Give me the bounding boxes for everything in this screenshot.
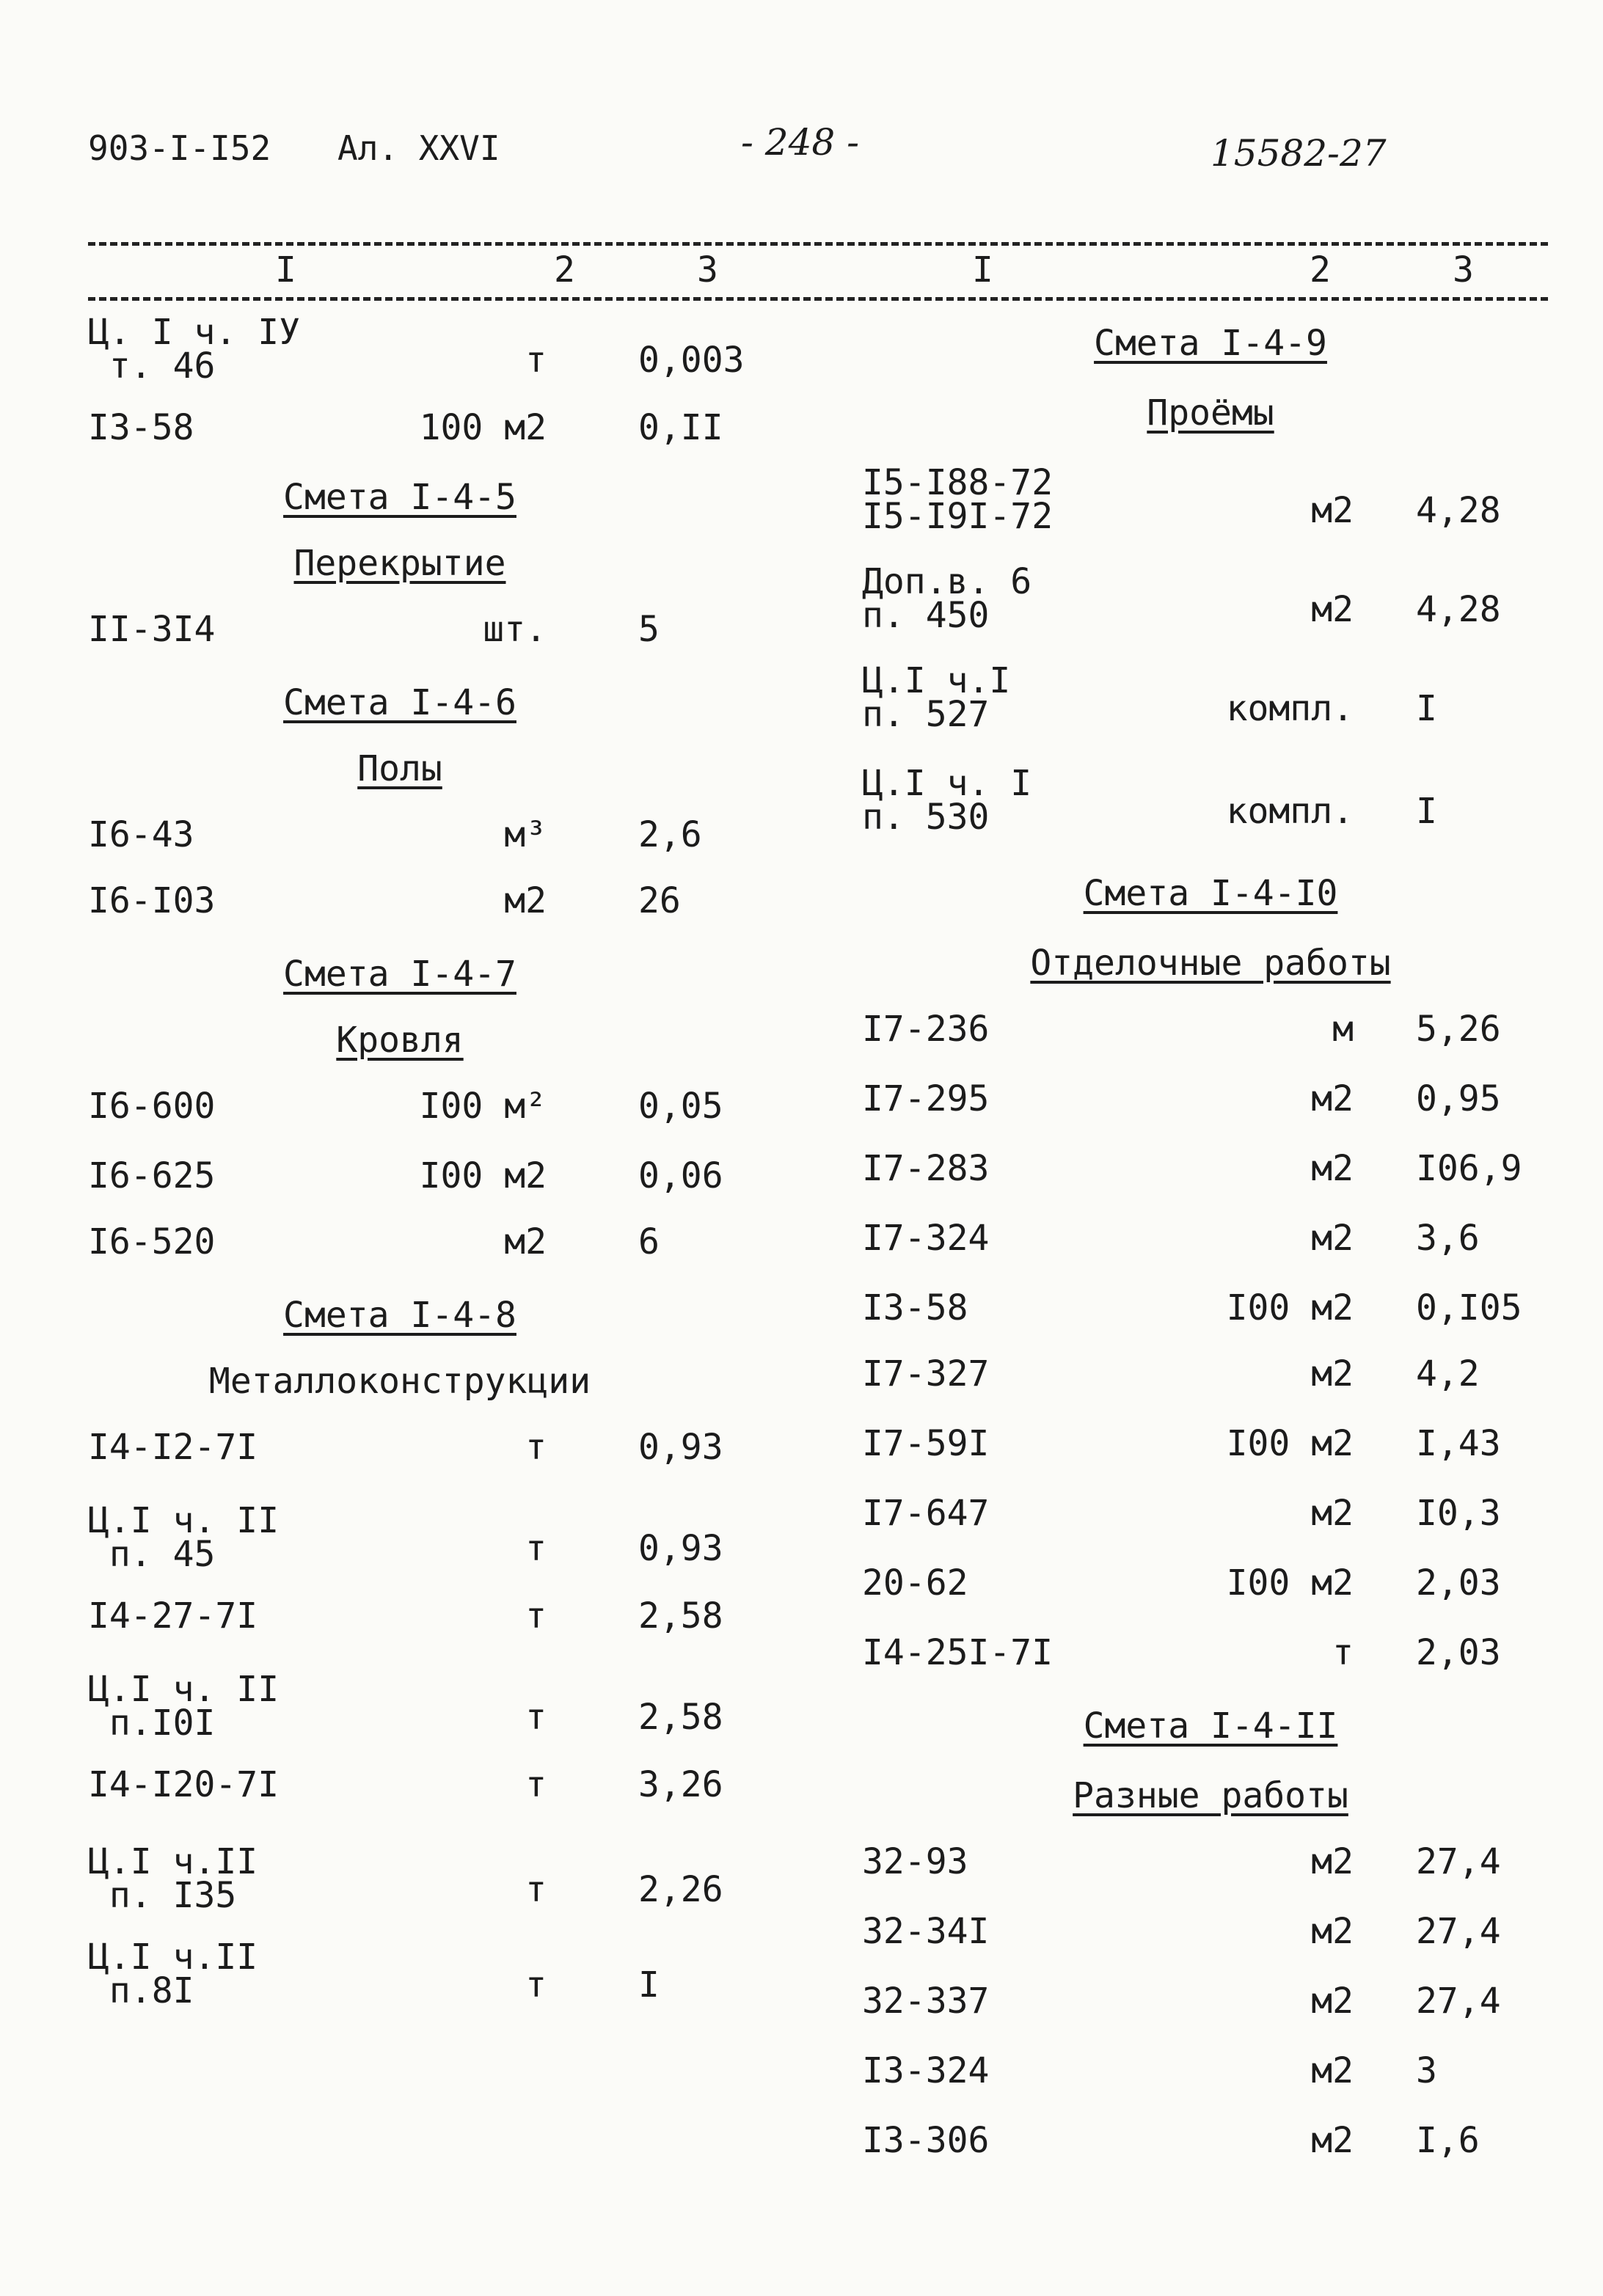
left-section-heading: Смета I-4-5 (283, 477, 516, 518)
unit: I00 м2 (1226, 1423, 1354, 1464)
left-section-heading: Металлоконструкции (208, 1361, 591, 1402)
unit: I00 м2 (1226, 1287, 1354, 1328)
quantity: 0,06 (638, 1155, 723, 1196)
unit: I00 м² (419, 1086, 547, 1127)
quantity: 2,26 (638, 1869, 723, 1910)
quantity: I (1416, 688, 1437, 729)
col-header-left-1: I (275, 249, 296, 290)
unit: т (525, 1964, 547, 2006)
sheet-code: 15582-27 (1211, 132, 1387, 175)
quantity: 3 (1416, 2050, 1437, 2091)
item-code: I4-25I-7I (862, 1632, 1054, 1673)
item-code: II-3I4 (88, 609, 216, 650)
quantity: 0,003 (638, 340, 745, 381)
unit: I00 м2 (1226, 1562, 1354, 1604)
item-code: I3-324 (862, 2050, 990, 2091)
unit: м³ (504, 814, 547, 855)
item-code: 32-337 (862, 1981, 990, 2022)
col-header-left-2: 2 (554, 249, 575, 290)
item-code: I7-59I (862, 1423, 990, 1464)
left-section-heading: Смета I-4-6 (283, 682, 516, 723)
unit: т (525, 1427, 547, 1468)
page-number: - 248 - (741, 121, 860, 164)
item-code: Доп.в. 6 п. 450 (862, 561, 1032, 636)
right-section-heading: Смета I-4-II (1083, 1705, 1338, 1747)
unit: м2 (1311, 1078, 1354, 1119)
item-code: Ц.I ч.II п. I35 (88, 1841, 258, 1916)
quantity: 2,03 (1416, 1632, 1501, 1673)
right-section-heading: Разные работы (1073, 1775, 1348, 1816)
quantity: 5 (638, 609, 660, 650)
unit: компл. (1226, 791, 1354, 832)
unit: м2 (1311, 2120, 1354, 2161)
unit: м2 (504, 880, 547, 921)
item-code: I5-I88-72 I5-I9I-72 (862, 462, 1054, 537)
quantity: 2,58 (638, 1697, 723, 1738)
header-rule-top (88, 242, 1548, 246)
item-code: I7-295 (862, 1078, 990, 1119)
item-code: I4-I20-7I (88, 1764, 280, 1805)
quantity: 3,6 (1416, 1218, 1480, 1259)
unit: т (525, 1697, 547, 1738)
quantity: 27,4 (1416, 1911, 1501, 1952)
unit: т (525, 1595, 547, 1637)
quantity: 5,26 (1416, 1009, 1501, 1050)
unit: т (525, 1869, 547, 1910)
item-code: Ц.I ч. II п. 45 (88, 1500, 280, 1575)
quantity: I06,9 (1416, 1148, 1522, 1189)
unit: м2 (1311, 1981, 1354, 2022)
unit: м2 (1311, 1493, 1354, 1534)
quantity: 26 (638, 880, 681, 921)
unit: м2 (504, 1221, 547, 1262)
unit: м2 (1311, 1911, 1354, 1952)
quantity: 2,58 (638, 1595, 723, 1637)
quantity: 4,28 (1416, 589, 1501, 630)
col-header-right-2: 2 (1310, 249, 1331, 290)
item-code: I7-647 (862, 1493, 990, 1534)
quantity: 0,05 (638, 1086, 723, 1127)
right-section-heading: Отделочные работы (1030, 943, 1391, 984)
unit: 100 м2 (419, 407, 547, 448)
unit: м2 (1311, 490, 1354, 531)
item-code: I6-600 (88, 1086, 216, 1127)
col-header-left-3: 3 (697, 249, 718, 290)
unit: т (1332, 1632, 1354, 1673)
item-code: 32-93 (862, 1841, 968, 1882)
album-label: Ал. XXVI (337, 128, 500, 168)
unit: компл. (1226, 688, 1354, 729)
quantity: 2,03 (1416, 1562, 1501, 1604)
quantity: 0,I05 (1416, 1287, 1522, 1328)
item-code: I3-306 (862, 2120, 990, 2161)
unit: I00 м2 (419, 1155, 547, 1196)
unit: м2 (1311, 1841, 1354, 1882)
quantity: 27,4 (1416, 1981, 1501, 2022)
item-code: Ц. I ч. IУ т. 46 (88, 312, 300, 387)
doc-code: 903-I-I52 (88, 128, 271, 168)
item-code: Ц.I ч. I п. 530 (862, 763, 1032, 838)
quantity: I (1416, 791, 1437, 832)
quantity: 4,28 (1416, 490, 1501, 531)
item-code: I3-58 (862, 1287, 968, 1328)
quantity: 0,II (638, 407, 723, 448)
item-code: I6-625 (88, 1155, 216, 1196)
quantity: I,43 (1416, 1423, 1501, 1464)
item-code: 20-62 (862, 1562, 968, 1604)
item-code: I7-324 (862, 1218, 990, 1259)
quantity: 2,6 (638, 814, 702, 855)
quantity: 6 (638, 1221, 660, 1262)
quantity: 4,2 (1416, 1353, 1480, 1394)
item-code: I6-43 (88, 814, 194, 855)
item-code: I7-283 (862, 1148, 990, 1189)
left-section-heading: Смета I-4-8 (283, 1295, 516, 1336)
item-code: I6-I03 (88, 880, 216, 921)
item-code: I4-27-7I (88, 1595, 258, 1637)
left-section-heading: Полы (357, 748, 442, 789)
item-code: Ц.I ч. II п.I0I (88, 1669, 280, 1744)
item-code: I7-327 (862, 1353, 990, 1394)
right-section-heading: Смета I-4-I0 (1083, 873, 1338, 914)
item-code: I7-236 (862, 1009, 990, 1050)
item-code: I6-520 (88, 1221, 216, 1262)
right-section-heading: Проёмы (1147, 392, 1274, 434)
col-header-right-1: I (972, 249, 993, 290)
unit: т (525, 1764, 547, 1805)
quantity: I0,3 (1416, 1493, 1501, 1534)
unit: м2 (1311, 1353, 1354, 1394)
unit: м (1332, 1009, 1354, 1050)
right-section-heading: Смета I-4-9 (1094, 323, 1327, 364)
quantity: 0,93 (638, 1528, 723, 1569)
left-section-heading: Кровля (336, 1020, 464, 1061)
item-code: I4-I2-7I (88, 1427, 258, 1468)
item-code: I3-58 (88, 407, 194, 448)
quantity: 27,4 (1416, 1841, 1501, 1882)
col-header-right-3: 3 (1453, 249, 1474, 290)
quantity: I (638, 1964, 660, 2006)
header-rule-bottom (88, 297, 1548, 301)
unit: м2 (1311, 1148, 1354, 1189)
item-code: Ц.I ч.II п.8I (88, 1937, 258, 2011)
item-code: Ц.I ч.I п. 527 (862, 660, 1011, 735)
quantity: 3,26 (638, 1764, 723, 1805)
unit: шт. (483, 609, 547, 650)
unit: т (525, 1528, 547, 1569)
unit: м2 (1311, 589, 1354, 630)
left-section-heading: Перекрытие (293, 543, 506, 584)
unit: т (525, 340, 547, 381)
quantity: 0,95 (1416, 1078, 1501, 1119)
item-code: 32-34I (862, 1911, 990, 1952)
quantity: 0,93 (638, 1427, 723, 1468)
unit: м2 (1311, 1218, 1354, 1259)
unit: м2 (1311, 2050, 1354, 2091)
left-section-heading: Смета I-4-7 (283, 954, 516, 995)
quantity: I,6 (1416, 2120, 1480, 2161)
